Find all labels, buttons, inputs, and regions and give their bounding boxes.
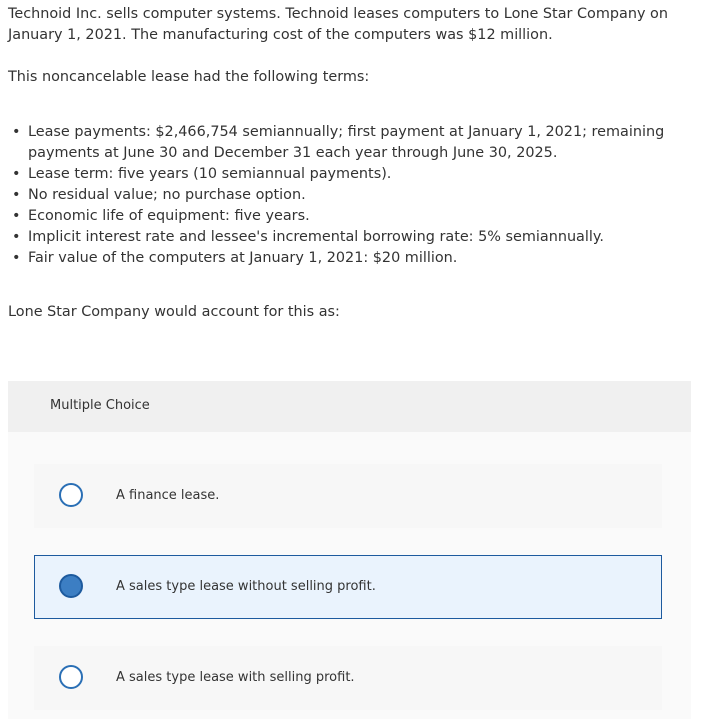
choice-label: A sales type lease with selling profit. <box>116 670 355 685</box>
choice-option-sales-type-without-profit[interactable] <box>34 555 662 619</box>
radio-filled-icon[interactable] <box>59 574 83 598</box>
choice-label: A finance lease. <box>116 488 220 503</box>
radio-empty-icon[interactable] <box>59 483 83 507</box>
choice-option-sales-type-with-profit[interactable] <box>34 646 662 710</box>
term-residual-value: • No residual value; no purchase option. <box>8 185 688 206</box>
question-prompt: Lone Star Company would account for this as: <box>8 304 340 320</box>
multiple-choice-header <box>8 381 691 432</box>
term-lease-term: • Lease term: five years (10 semiannual payments). <box>8 164 688 185</box>
choice-option-finance-lease[interactable] <box>34 464 662 528</box>
term-lease-payments: • Lease payments: $2,466,754 semiannually; first payment at January 1, 2021; remaining payments at June 30 and December 31 each year through June 30, 2025. <box>8 122 688 164</box>
lease-terms-intro: This noncancelable lease had the following terms: <box>8 69 370 85</box>
question-intro: Technoid Inc. sells computer systems. Technoid leases computers to Lone Star Company on January 1, 2021. The manufacturing cost of the computers was $12 million. <box>8 6 668 43</box>
lease-terms-list <box>8 122 688 269</box>
term-economic-life: • Economic life of equipment: five years. <box>8 206 688 227</box>
multiple-choice-label: Multiple Choice <box>50 398 150 413</box>
multiple-choice-panel <box>8 381 691 719</box>
question-stem <box>8 4 688 323</box>
term-interest-rate: • Implicit interest rate and lessee's incremental borrowing rate: 5% semiannually. <box>8 227 688 248</box>
choice-label: A sales type lease without selling profit. <box>116 579 376 594</box>
term-fair-value: • Fair value of the computers at January 1, 2021: $20 million. <box>8 248 688 269</box>
radio-empty-icon[interactable] <box>59 665 83 689</box>
